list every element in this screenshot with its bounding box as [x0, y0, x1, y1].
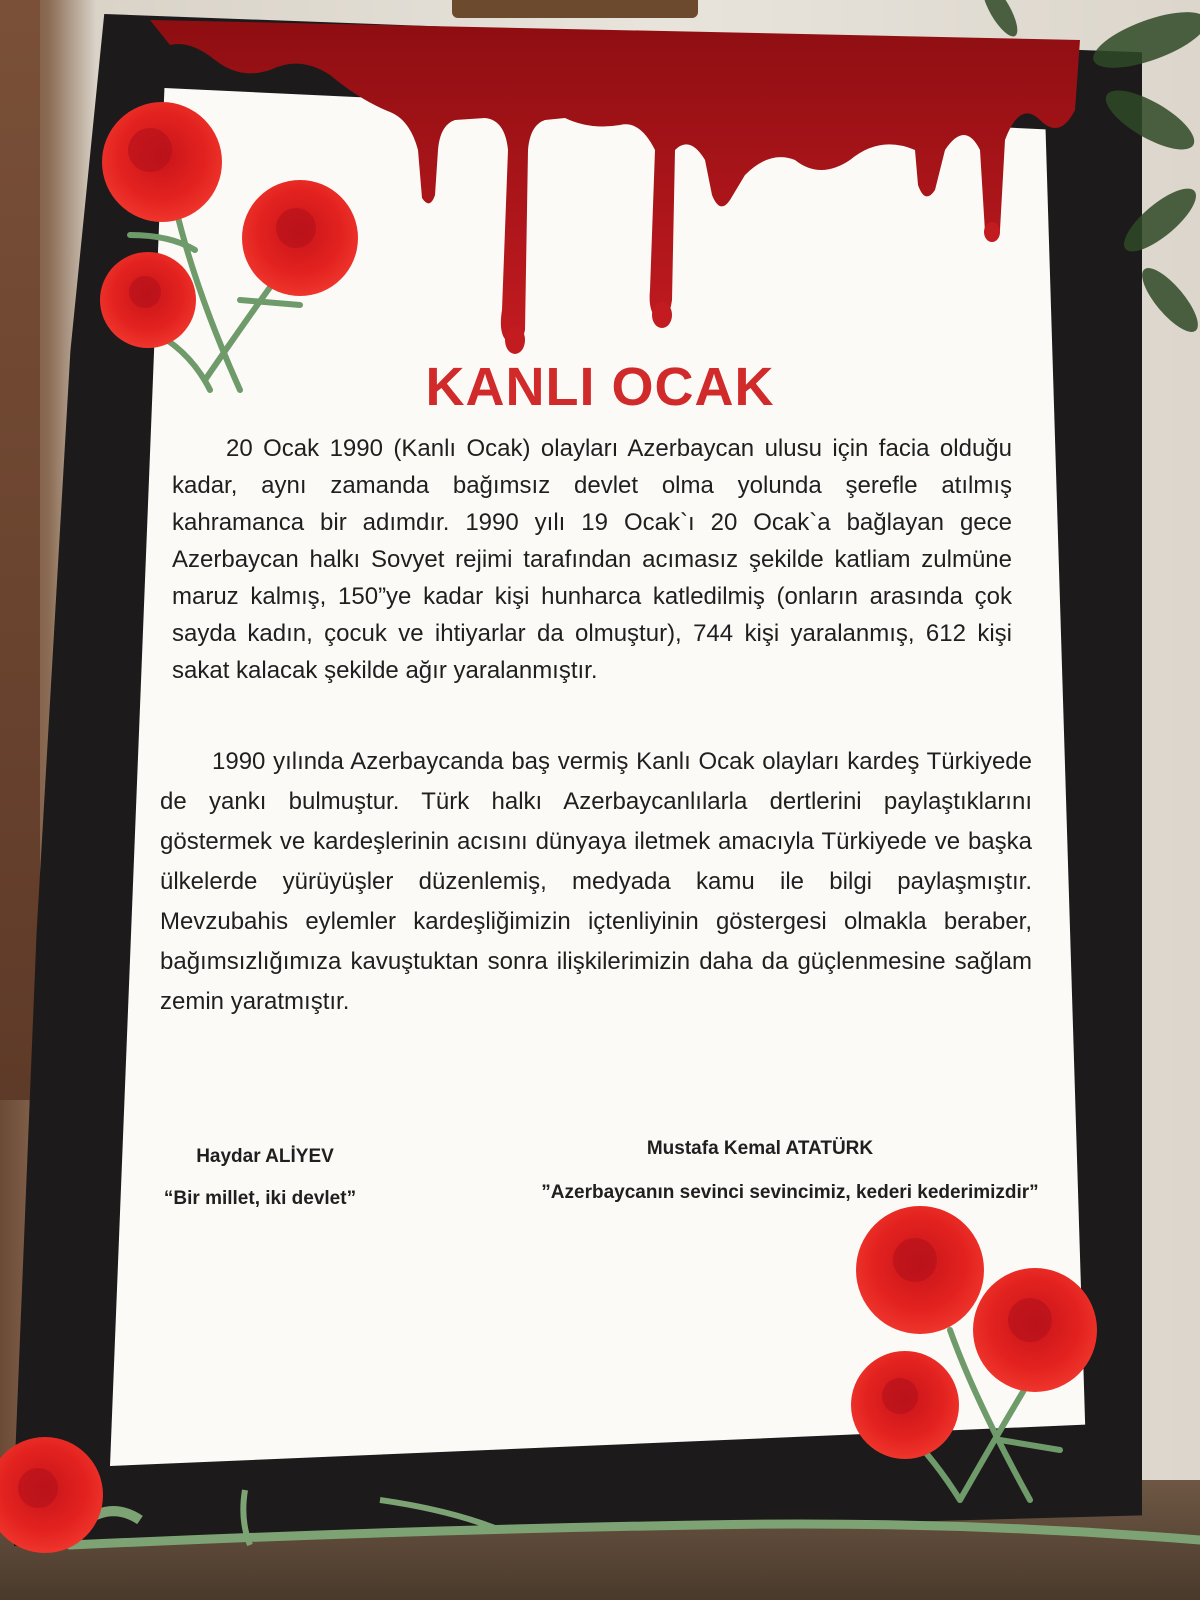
- quote-right-text: ”Azerbaycanın sevinci sevincimiz, kederi kederimizdir”: [541, 1182, 1039, 1203]
- paragraph-solidarity: 1990 yılında Azerbaycanda baş vermiş Kanlı Ocak olayları kardeş Türkiyede de yankı bulmuştur. Türk halkı Azerbaycanlılarla dertlerini paylaştıklarını göstermek ve kardeşlerinin acısını dünyaya iletmek amacıyla Türkiyede ve başka ülkelerde yürüyüşler düzenlemiş, medyada kamu ile bilgi paylaşmıştır. Mevzubahis eylemler kardeşliğimizin içtenliyinin göstergesi olmakla beraber, bağımsızlığımıza kavuştuktan sonra ilişkilerimizin daha da güçlenmesine sağlam zemin yaratmıştır.: [160, 748, 1032, 1015]
- quote-left-author: Haydar ALİYEV: [196, 1146, 334, 1167]
- quote-left-text: “Bir millet, iki devlet”: [163, 1188, 357, 1209]
- poster-title: KANLI OCAK: [425, 357, 775, 417]
- blood-drip-icon: [0, 0, 1200, 360]
- paragraph-intro: 20 Ocak 1990 (Kanlı Ocak) olayları Azerbaycan ulusu için facia olduğu kadar, aynı zamanda bağımsız devlet olma yolunda şerefle atılmış kahramanca bir adımdır. 1990 yılı 19 Ocak`ı 20 Ocak`a bağlayan gece Azerbaycan halkı Sovyet rejimi tarafından acımasız şekilde katliam zulmüne maruz kalmış, 150”ye kadar kişi hunharca katledilmiş (onların arasında çok sayda kadın, çocuk ve ihtiyarlar da olmuştur), 744 kişi yaralanmış, 612 kişi sakat kalacak şekilde ağır yaralanmıştır.: [172, 435, 1012, 684]
- quote-right-author: Mustafa Kemal ATATÜRK: [646, 1138, 874, 1159]
